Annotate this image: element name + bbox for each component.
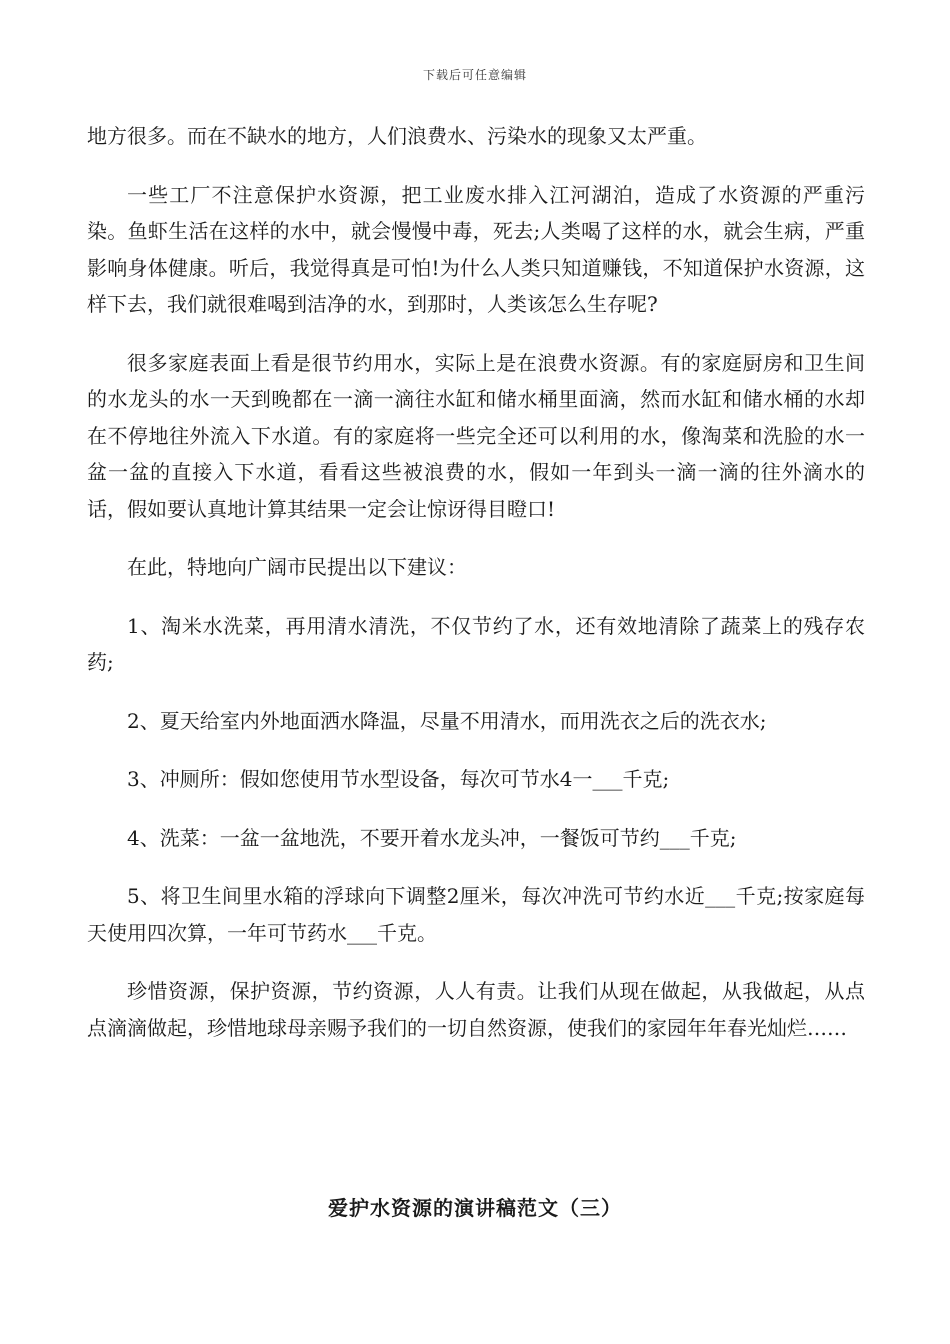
header-note: 下载后可任意编辑 bbox=[422, 68, 527, 82]
paragraph-suggestion-1: 1、淘米水洗菜，再用清水清洗，不仅节约了水，还有效地清除了蔬菜上的残存农药; bbox=[87, 613, 865, 674]
paragraph-factory-pollution: 一些工厂不注意保护水资源，把工业废水排入江河湖泊，造成了水资源的严重污染。鱼虾生活在这样的水中，就会慢慢中毒，死去;人类喝了这样的水，就会生病，严重影响身体健康。听后，我觉得真是可怕!为什么人类只知道赚钱，不知道保护水资源，这样下去，我们就很难喝到洁净的水，到那时，人类该怎么生存呢? bbox=[87, 182, 865, 316]
paragraph-suggestion-intro: 在此，特地向广阔市民提出以下建议： bbox=[127, 555, 467, 579]
paragraph-closing: 珍惜资源，保护资源，节约资源，人人有责。让我们从现在做起，从我做起，从点点滴滴做起，珍惜地球母亲赐予我们的一切自然资源，使我们的家园年年春光灿烂…… bbox=[87, 979, 865, 1040]
document-body bbox=[87, 118, 865, 1068]
paragraph-continuation: 地方很多。而在不缺水的地方，人们浪费水、污染水的现象又太严重。 bbox=[87, 124, 707, 148]
paragraph-suggestion-2: 2、夏天给室内外地面洒水降温，尽量不用清水，而用洗衣之后的洗衣水; bbox=[127, 708, 767, 733]
paragraph-suggestion-5: 5、将卫生间里水箱的浮球向下调整2厘米，每次冲洗可节约水近___千克;按家庭每天使用四次算，一年可节药水___千克。 bbox=[87, 884, 865, 945]
paragraph-household-waste: 很多家庭表面上看是很节约用水，实际上是在浪费水资源。有的家庭厨房和卫生间的水龙头的水一天到晚都在一滴一滴往水缸和储水桶里面滴，然而水缸和储水桶的水却在不停地往外流入下水道。有的家庭将一些完全还可以利用的水，像淘菜和洗脸的水一盆一盆的直接入下水道，看看这些被浪费的水，假如一年到头一滴一滴的往外滴水的话，假如要认真地计算其结果一定会让惊讶得目瞪口! bbox=[87, 350, 865, 521]
paragraph-suggestion-3: 3、冲厕所：假如您使用节水型设备，每次可节水4一___千克; bbox=[127, 767, 670, 791]
section-title: 爱护水资源的演讲稿范文（三） bbox=[328, 1196, 622, 1220]
paragraph-suggestion-4: 4、洗菜：一盆一盆地洗，不要开着水龙头冲，一餐饭可节约___千克; bbox=[127, 825, 737, 850]
